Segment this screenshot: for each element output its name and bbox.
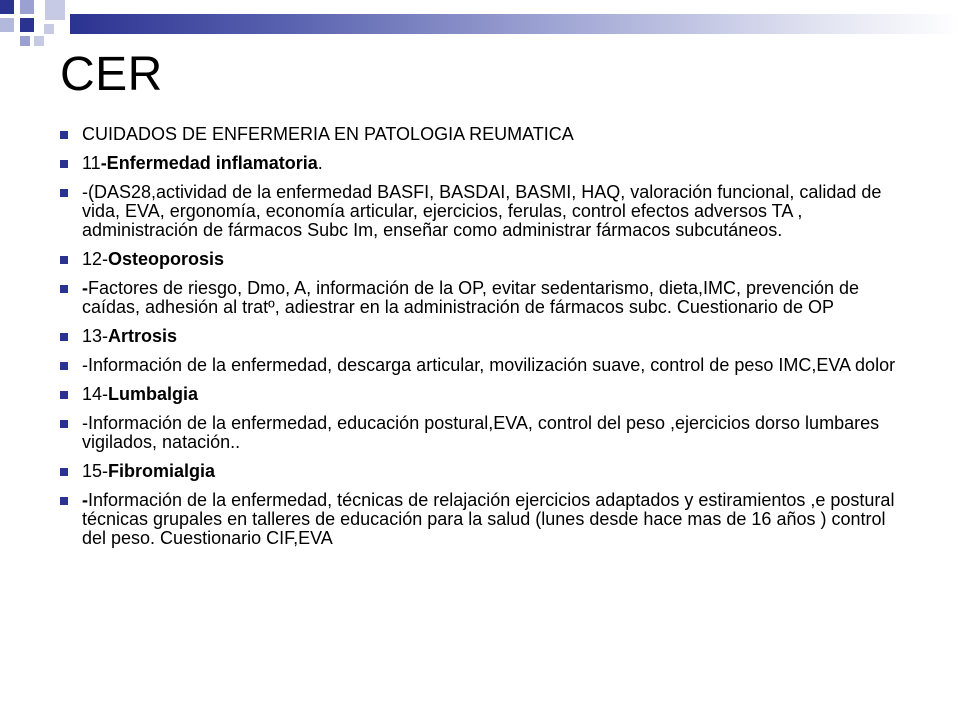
decorative-square xyxy=(20,18,34,32)
square-bullet-icon xyxy=(60,468,68,476)
decorative-square xyxy=(44,24,54,34)
bullet-text: Información de la enfermedad, técnicas de relajación ejercicios adaptados y estiramientos ,e postural técnicas grupales en talleres de educación para la salud (lunes desde hace mas de 16 años ) control del peso. Cuestionario CIF,EVA xyxy=(82,490,895,548)
bullet-number: 13- xyxy=(82,326,109,346)
bullet-item xyxy=(58,356,898,375)
decorative-square xyxy=(34,36,44,46)
square-bullet-icon xyxy=(60,189,68,197)
bullet-item xyxy=(58,250,898,269)
bullet-item xyxy=(58,125,898,144)
bullet-list xyxy=(58,125,898,558)
decorative-square xyxy=(45,0,65,20)
decorative-square xyxy=(0,0,14,14)
bullet-item xyxy=(58,385,898,404)
bullet-text: Factores de riesgo, Dmo, A, información de la OP, evitar sedentarismo, dieta,IMC, prevención de caídas, adhesión al tratº, adiestrar en la administración de fármacos subc. Cuestionario de OP xyxy=(82,278,860,317)
square-bullet-icon xyxy=(60,285,68,293)
square-bullet-icon xyxy=(60,333,68,341)
bullet-heading: Lumbalgia xyxy=(108,384,199,404)
bullet-item xyxy=(58,279,898,317)
decorative-square xyxy=(0,18,14,32)
bullet-number: 15- xyxy=(82,461,109,481)
bullet-heading: Osteoporosis xyxy=(108,249,225,269)
bullet-item xyxy=(58,154,898,173)
bullet-dash: - xyxy=(82,278,88,298)
square-bullet-icon xyxy=(60,131,68,139)
bullet-text: -Información de la enfermedad, descarga articular, movilización suave, control de peso IMC,EVA dolor xyxy=(82,355,896,375)
decorative-square xyxy=(20,36,30,46)
square-bullet-icon xyxy=(60,420,68,428)
square-bullet-icon xyxy=(60,362,68,370)
decorative-square xyxy=(20,0,34,14)
bullet-item xyxy=(58,183,898,240)
bullet-item xyxy=(58,414,898,452)
bullet-heading: Artrosis xyxy=(108,326,178,346)
bullet-text: CUIDADOS DE ENFERMERIA EN PATOLOGIA REUMATICA xyxy=(82,124,574,144)
bullet-item xyxy=(58,462,898,481)
bullet-text: -Información de la enfermedad, educación postural,EVA, control del peso ,ejercicios dorso lumbares vigilados, natación.. xyxy=(82,413,880,452)
bullet-heading: -Enfermedad inflamatoria xyxy=(100,153,318,173)
bullet-item xyxy=(58,327,898,346)
square-bullet-icon xyxy=(60,497,68,505)
bullet-number: 11 xyxy=(82,153,101,173)
bullet-text: . xyxy=(317,153,323,173)
square-bullet-icon xyxy=(60,256,68,264)
bullet-dash: - xyxy=(82,490,88,510)
slide-title: CER xyxy=(60,48,163,101)
bullet-text: -(DAS28,actividad de la enfermedad BASFI, BASDAI, BASMI, HAQ, valoración funcional, calidad de vida, EVA, ergonomía, economía articular, ejercicios, ferulas, control efectos adversos TA , administración de fármacos Subc Im, enseñar como administrar fármacos subcutáneos. xyxy=(82,182,882,240)
bullet-number: 14- xyxy=(82,384,109,404)
square-bullet-icon xyxy=(60,391,68,399)
bullet-item xyxy=(58,491,898,548)
bullet-number: 12- xyxy=(82,249,109,269)
bullet-heading: Fibromialgia xyxy=(108,461,216,481)
header-gradient-bar xyxy=(70,14,960,34)
square-bullet-icon xyxy=(60,160,68,168)
